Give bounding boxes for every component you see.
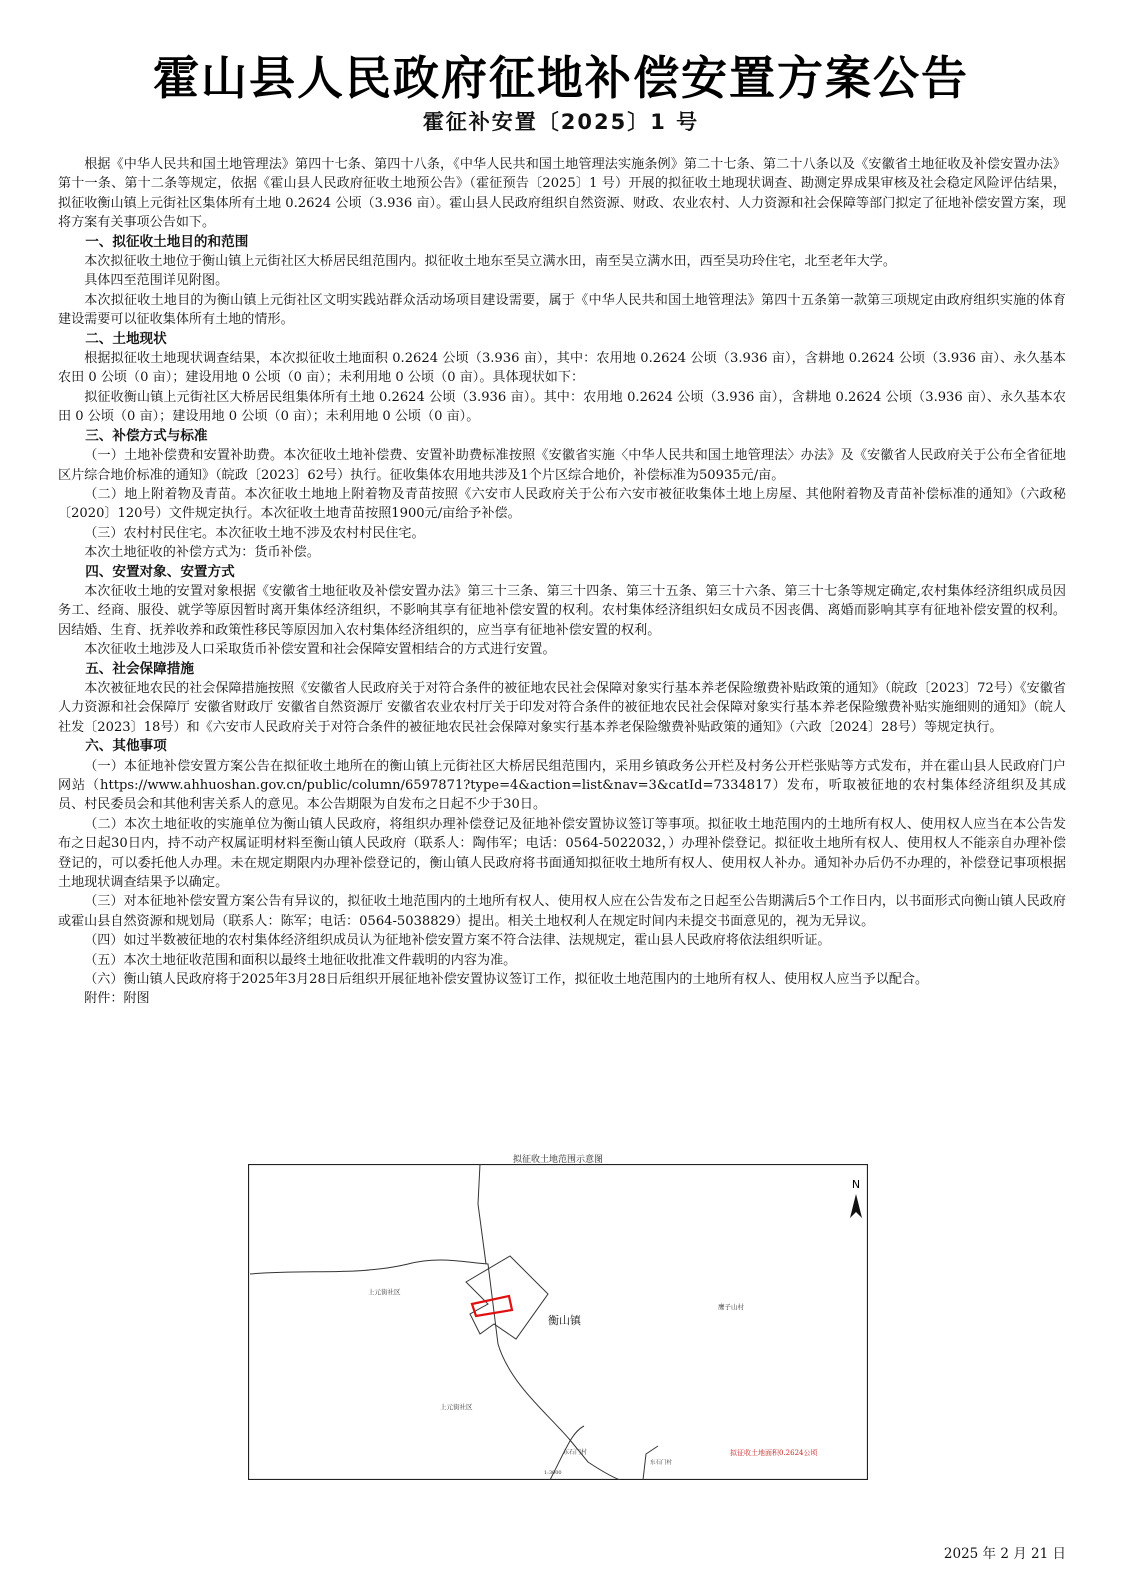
issue-date: 2025 年 2 月 21 日 (943, 1546, 1066, 1562)
section-heading: 四、安置对象、安置方式 (85, 563, 235, 580)
map-label-hengshan: 衡山镇 (548, 1314, 581, 1327)
section-heading: 三、补偿方式与标准 (85, 427, 208, 444)
section-paragraph: 本次拟征收土地位于衡山镇上元街社区大桥居民组范围内。拟征收土地东至吴立满水田，南至吴立满水田，西至吴功玲住宅，北至老年大学。 (84, 254, 896, 270)
map-title: 拟征收土地范围示意图 (512, 1155, 603, 1165)
north-label: N (851, 1178, 861, 1191)
section-paragraph: （二）本次土地征收的实施单位为衡山镇人民政府，将组织办理补偿登记及征地补偿安置协议签订等事项。拟征收土地范围内的土地所有权人、使用权人应当在本公告发布之日起30日内，持不动产权属证明材料至衡山镇人民政府（联系人：陶伟军；电话：0564-5022032，）办理补偿登记。拟征收土地所有权人、使用权人不能亲自办理补偿登记的，可以委托他人办理。未在规定期限内办理补偿登记的，衡山镇人民政府将书面通知拟征收土地所有权人、使用权人补办。通知补办后仍不办理的，补偿登记事项根据土地现状调查结果予以确定。 (58, 816, 1066, 891)
section-paragraph: （三）对本征地补偿安置方案公告有异议的，拟征收土地范围内的土地所有权人、使用权人应在公告发布之日起至公告期满后5个工作日内，以书面形式向衡山镇人民政府或霍山县自然资源和规划局（联系人：陈军；电话：0564-5038829）提出。相关土地权利人在规定时间内未提交书面意见的，视为无异议。 (58, 894, 1066, 929)
section-paragraph: （一）土地补偿费和安置补助费。本次征收土地补偿费、安置补助费标准按照《安徽省实施〈中华人民共和国土地管理法〉办法》及《安徽省人民政府关于公布全省征地区片综合地价标准的通知》（皖政〔2023〕62号）执行。征收集体农用地共涉及1个片区综合地价，补偿标准为50935元/亩。 (58, 448, 1066, 483)
section-paragraph: 具体四至范围详见附图。 (84, 273, 229, 289)
map-label-dongshimen: 东石门村 (563, 1449, 588, 1456)
section-paragraph: 本次征收土地涉及人口采取货币补偿安置和社会保障安置相结合的方式进行安置。 (84, 642, 556, 658)
section-paragraph: （五）本次土地征收范围和面积以最终土地征收批准文件载明的内容为准。 (84, 952, 517, 968)
document-number: 霍征补安置〔2025〕1 号 (422, 110, 700, 134)
land-map (248, 1164, 868, 1480)
section-paragraph: 附件：附图 (84, 991, 150, 1007)
section-paragraph: （三）农村村民住宅。本次征收土地不涉及农村村民住宅。 (84, 525, 425, 541)
section-paragraph: 本次拟征收土地目的为衡山镇上元街社区文明实践站群众活动场项目建设需要，属于《中华人民共和国土地管理法》第四十五条第一款第三项规定由政府组织实施的体育建设需要可以征收集体所有土地的情形。 (58, 292, 1066, 328)
section-paragraph: （二）地上附着物及青苗。本次征收土地地上附着物及青苗按照《六安市人民政府关于公布六安市被征收集体土地上房屋、其他附着物及青苗补偿标准的通知》（六政秘〔2020〕120号）文件规定执行。本次征收土地青苗按照1900元/亩给予补偿。 (58, 486, 1066, 522)
section-paragraph: 本次征收土地的安置对象根据《安徽省土地征收及补偿安置办法》第三十三条、第三十四条、第三十五条、第三十六条、第三十七条等规定确定,农村集体经济组织成员因务工、经商、服役、就学等原因暂时离开集体经济组织，不影响其享有征地补偿安置的权利。农村集体经济组织妇女成员不因丧偶、离婚而影响其享有征地补偿安置的权利。因结婚、生育、抚养收养和政策性移民等原因加入农村集体经济组织的，应当享有征地补偿安置的权利。 (58, 583, 1066, 638)
section-paragraph: （四）如过半数被征地的农村集体经济组织成员认为征地补偿安置方案不符合法律、法规规定，霍山县人民政府将依法组织听证。 (84, 933, 831, 949)
map-label-shangyuan-bottom: 上元街社区 (440, 1403, 473, 1411)
section-paragraph: 拟征收衡山镇上元街社区大桥居民组集体所有土地 0.2624 公顷（3.936 亩）。其中：农用地 0.2624 公顷（3.936 亩），含耕地 0.2624 公顷（3.936 亩）、永久基本农田 0 公顷（0 亩）；建设用地 0 公顷（0 亩）；未利用地 0 公顷（0 亩）。 (58, 389, 1066, 425)
section-heading: 二、土地现状 (85, 330, 167, 347)
section-paragraph: 本次土地征收的补偿方式为：货币补偿。 (84, 545, 320, 561)
section-paragraph: （一）本征地补偿安置方案公告在拟征收土地所在的衡山镇上元街社区大桥居民组范围内，采用乡镇政务公开栏及村务公开栏张贴等方式发布，并在霍山县人民政府门户网站（https://www.ahhuoshan.gov.cn/public/column/6597871?type=4&action=list&nav=3&catId=7334817）发布，听取被征地的农村集体经济组织及其成员、村民委员会和其他利害关系人的意见。本公告期限为自发布之日起不少于30日。 (58, 758, 1066, 813)
map-area-note: 拟征收土地面积0.2624公顷 (730, 1449, 818, 1457)
intro-paragraph: 根据《中华人民共和国土地管理法》第四十七条、第四十八条，《中华人民共和国土地管理法实施条例》第二十七条、第二十八条以及《安徽省土地征收及补偿安置办法》第十一条、第十二条等规定，依据《霍山县人民政府征收土地预公告》（霍征预告〔2025〕1 号）开展的拟征收土地现状调查、勘测定界成果审核及社会稳定风险评估结果，拟征收衡山镇上元街社区集体所有土地 0.2624 公顷（3.936 亩）。霍山县人民政府组织自然资源、财政、农业农村、人力资源和社会保障等部门拟定了征地补偿安置方案，现将方案有关事项公告如下。 (58, 157, 1066, 231)
section-heading: 一、拟征收土地目的和范围 (85, 233, 249, 250)
notice-body (58, 155, 1066, 1009)
section-paragraph: （六）衡山镇人民政府将于2025年3月28日后组织开展征地补偿安置协议签订工作，拟征收土地范围内的土地所有权人、使用权人应当予以配合。 (84, 972, 929, 988)
map-scale: 1:3000 (544, 1470, 562, 1476)
section-paragraph: 本次被征地农民的社会保障措施按照《安徽省人民政府关于对符合条件的被征地农民社会保障对象实行基本养老保险缴费补贴政策的通知》（皖政〔2023〕72号）《安徽省人力资源和社会保障厅 安徽省财政厅 安徽省自然资源厅 安徽省农业农村厅关于印发对符合条件的被征地农民社会保障对象实行基本养老保险缴费补贴实施细则的通知》（皖人社发〔2023〕18号）和《六安市人民政府关于对符合条件的被征地农民社会保障对象实行基本养老保险缴费补贴政策的通知》（六政〔2024〕28号）等规定执行。 (58, 680, 1066, 735)
section-heading: 五、社会保障措施 (85, 660, 194, 677)
page-title: 霍山县人民政府征地补偿安置方案公告 (153, 51, 969, 105)
section-heading: 六、其他事项 (85, 738, 167, 755)
section-paragraph: 根据拟征收土地现状调查结果，本次拟征收土地面积 0.2624 公顷（3.936 亩），其中：农用地 0.2624 公顷（3.936 亩），含耕地 0.2624 公顷（3.936 亩）、永久基本农田 0 公顷（0 亩）；建设用地 0 公顷（0 亩）；未利用地 0 公顷（0 亩）。具体现状如下： (58, 351, 1066, 386)
map-label-bottom-small: 东石门村 (650, 1460, 673, 1466)
map-label-yingzishan: 鹰子山村 (718, 1303, 744, 1311)
map-label-shangyuan-top: 上元街社区 (368, 1288, 401, 1296)
